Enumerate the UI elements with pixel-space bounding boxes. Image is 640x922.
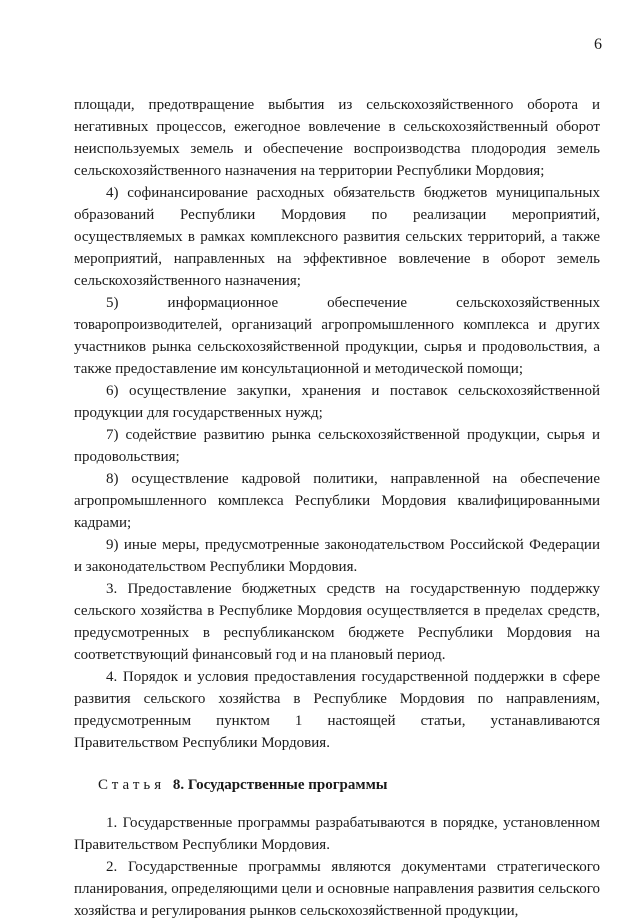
list-item-7: 7) содействие развитию рынка сельскохозяйственной продукции, сырья и продовольствия; — [74, 427, 600, 465]
article-clause-1: 1. Государственные программы разрабатываются в порядке, установленном Правительством Республики Мордовия. — [74, 815, 600, 853]
list-item-9: 9) иные меры, предусмотренные законодательством Российской Федерации и законодательством Республики Мордовия. — [74, 537, 600, 575]
list-item-6: 6) осуществление закупки, хранения и поставок сельскохозяйственной продукции для государственных нужд; — [74, 383, 600, 421]
clause-3: 3. Предоставление бюджетных средств на государственную поддержку сельского хозяйства в Республике Мордовия осуществляется в пределах средств, предусмотренных в республиканском бюджете Республики Мордовия на соответствующий финансовый год и на плановый период. — [74, 581, 600, 663]
article-title: 8. Государственные программы — [172, 777, 388, 793]
document-body — [74, 94, 600, 922]
article-clause-2: 2. Государственные программы являются документами стратегического планирования, определяющими цели и основные направления развития сельского хозяйства и регулирования рынков сельскохозяйственной продукции, — [74, 859, 600, 919]
paragraph-continuation: площади, предотвращение выбытия из сельскохозяйственного оборота и негативных процессов, ежегодное вовлечение в сельскохозяйственный оборот неиспользуемых земель и обеспечение воспроизводства плодородия земель сельскохозяйственного назначения на территории Республики Мордовия; — [74, 97, 600, 179]
clause-4: 4. Порядок и условия предоставления государственной поддержки в сфере развития сельского хозяйства в Республике Мордовия по направлениям, предусмотренным пунктом 1 настоящей статьи, устанавливаются Правительством Республики Мордовия. — [74, 669, 600, 751]
page-number: 6 — [594, 36, 602, 53]
list-item-4: 4) софинансирование расходных обязательств бюджетов муниципальных образований Республики Мордовия по реализации мероприятий, осуществляемых в рамках комплексного развития сельских территорий, а также мероприятий, направленных на эффективное вовлечение в оборот земель сельскохозяйственного назначения; — [74, 185, 600, 289]
article-heading — [74, 774, 600, 796]
list-item-5: 5) информационное обеспечение сельскохозяйственных товаропроизводителей, организаций агропромышленного комплекса и других участников рынка сельскохозяйственной продукции, сырья и продовольствия, а также предоставление им консультационной и методической помощи; — [74, 295, 600, 377]
article-label: Статья — [98, 777, 166, 793]
list-item-8: 8) осуществление кадровой политики, направленной на обеспечение агропромышленного комплекса Республики Мордовия квалифицированными кадрами; — [74, 471, 600, 531]
